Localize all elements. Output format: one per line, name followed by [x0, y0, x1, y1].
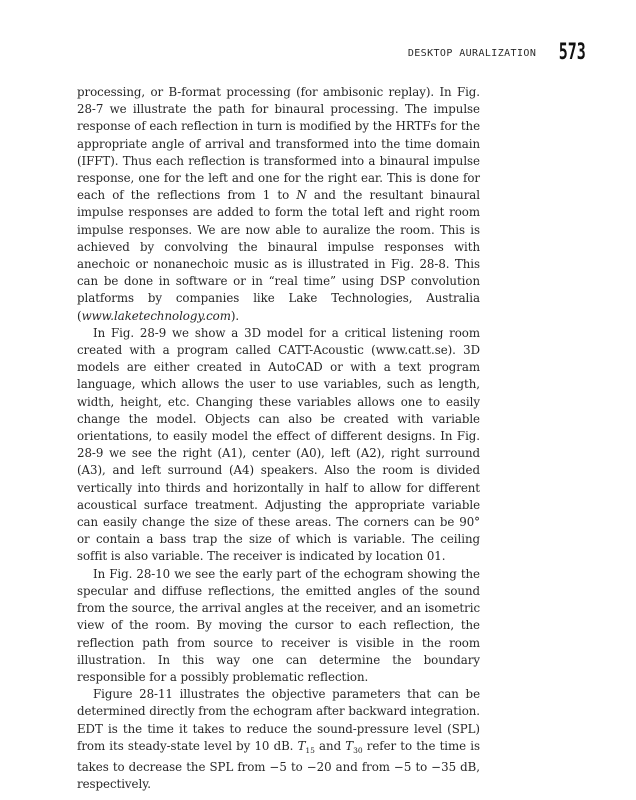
- paragraph-1-text-a: processing, or B-format processing (for ambisonic replay). In Fig. 28-7 we illustrate the path for binaural processing. The impulse response of each reflection in turn is modified by the HRTFs for the appropriate angle of arrival and transformed into the time domain (IFFT). Thus each reflection is transformed into a binaural impulse response, one for the left and one for the right ear. This is done for each of the reflections from 1 to: [77, 85, 480, 203]
- paragraph-1: [77, 84, 480, 325]
- symbol-t: T: [297, 738, 306, 753]
- paragraph-3: In Fig. 28-10 we see the early part of the echogram showing the specular and diffuse reflections, the emitted angles of the sound from the source, the arrival angles at the receiver, and an isometric view of the room. By moving the cursor to each reflection, the reflection path from source to receiver is visible in the room illustration. In this way one can determine the boundary responsible for a possibly problematic reflection.: [77, 566, 480, 684]
- paragraph-1-text-b: and the resultant binaural impulse responses are added to form the total left and right room impulse responses. We are now able to auralize the room. This is achieved by convolving the binaural impulse responses with anechoic or nonanechoic music as is illustrated in Fig. 28-8. This can be done in software or in “real time” using DSP convolution platforms by companies like Lake Technologies, Australia (: [77, 188, 480, 323]
- paragraph-4-text-b: refer to the time is takes to decrease the SPL from −5 to −20 and from −5 to −35 dB, respectively.: [77, 738, 480, 792]
- variable-t30: [345, 739, 362, 753]
- paragraph-2: In Fig. 28-9 we show a 3D model for a critical listening room created with a program called CATT-Acoustic (www.catt.se). 3D models are either created in AutoCAD or with a text program language, which allows the user to use variables, such as length, width, height, etc. Changing these variables allows one to easily change the model. Objects can also be created with variable orientations, to easily model the effect of different designs. In Fig. 28-9 we see the right (A1), center (A0), left (A2), right surround (A3), and left surround (A4) speakers. Also the room is divided vertically into thirds and horizontally in half to allow for different acoustical surface treatment. Adjusting the appropriate variable can easily change the size of these areas. The corners can be 90° or contain a bass trap the size of which is variable. The ceiling soffit is also variable. The receiver is indicated by location 01.: [77, 325, 480, 564]
- running-header-title: DESKTOP AURALIZATION: [407, 47, 537, 59]
- running-header: [408, 37, 586, 67]
- paragraph-4-and: and: [314, 738, 346, 753]
- url-link[interactable]: www.laketechnology.com: [81, 308, 231, 323]
- subscript-15: 15: [305, 745, 315, 755]
- variable-t15: [298, 739, 315, 753]
- paragraph-1-text-c: ).: [230, 308, 240, 323]
- subscript-30: 30: [353, 745, 363, 755]
- paragraph-4: [77, 686, 480, 793]
- page-number: 573: [558, 39, 586, 65]
- body-text: [77, 84, 480, 793]
- symbol-t: T: [345, 738, 354, 753]
- paragraph-4-text-a: Figure 28-11 illustrates the objective parameters that can be determined directly from the echogram after backward integration. EDT is the time it takes to reduce the sound-pressure level (SPL) from its steady-state level by 10 dB.: [77, 687, 480, 753]
- variable-n: N: [296, 188, 307, 203]
